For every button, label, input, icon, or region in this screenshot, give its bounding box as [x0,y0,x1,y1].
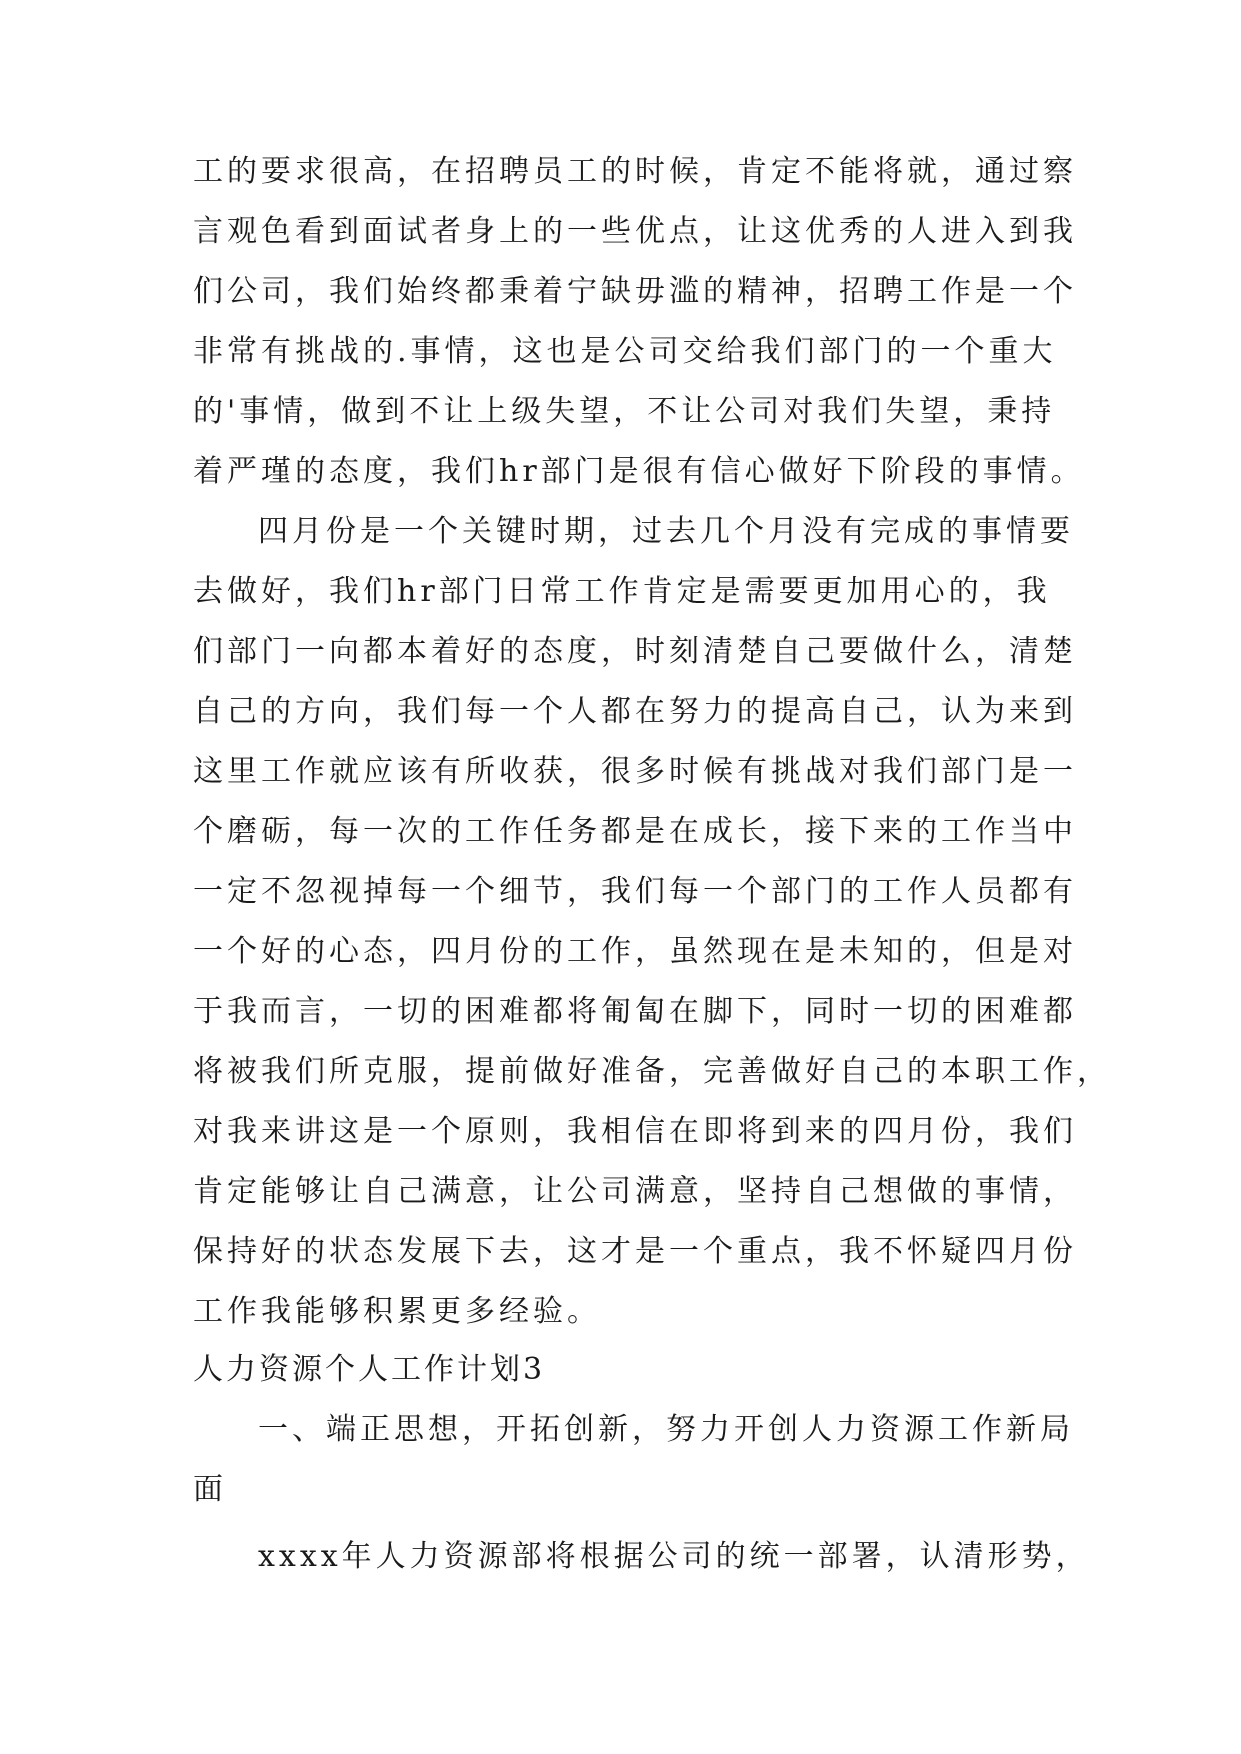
paragraph-line: 们部门一向都本着好的态度，时刻清楚自己要做什么，清楚 [193,634,1077,669]
paragraph-line: 对我来讲这是一个原则，我相信在即将到来的四月份，我们 [193,1114,1077,1149]
paragraph-line: 的'事情，做到不让上级失望，不让公司对我们失望，秉持 [193,394,1056,429]
paragraph-line: 肯定能够让自己满意，让公司满意，坚持自己想做的事情， [193,1174,1077,1209]
paragraph-line: 个磨砺，每一次的工作任务都是在成长，接下来的工作当中 [193,814,1077,849]
paragraph-line: 保持好的状态发展下去，这才是一个重点，我不怀疑四月份 [193,1234,1077,1269]
paragraph-first-line: 四月份是一个关键时期，过去几个月没有完成的事情要 [258,514,1074,549]
paragraph-line: 一定不忽视掉每一个细节，我们每一个部门的工作人员都有 [193,874,1077,909]
paragraph-line: 面 [193,1472,227,1507]
paragraph-line: 着严瑾的态度，我们hr部门是很有信心做好下阶段的事情。 [193,454,1085,489]
paragraph-line: 工作我能够积累更多经验。 [193,1294,601,1329]
paragraph-line: 工的要求很高，在招聘员工的时候，肯定不能将就，通过察 [193,154,1077,189]
section-heading: 人力资源个人工作计划3 [193,1352,546,1387]
paragraph-line: 非常有挑战的.事情，这也是公司交给我们部门的一个重大 [193,334,1057,369]
paragraph-line: 于我而言，一切的困难都将匍匐在脚下，同时一切的困难都 [193,994,1077,1029]
paragraph-line: 一个好的心态，四月份的工作，虽然现在是未知的，但是对 [193,934,1077,969]
paragraph-line: 自己的方向，我们每一个人都在努力的提高自己，认为来到 [193,694,1077,729]
paragraph-first-line: xxxx年人力资源部将根据公司的统一部署，认清形势， [258,1539,1090,1574]
paragraph-line: 这里工作就应该有所收获，很多时候有挑战对我们部门是一 [193,754,1077,789]
paragraph-line: 们公司，我们始终都秉着宁缺毋滥的精神，招聘工作是一个 [193,274,1077,309]
paragraph-first-line: 一、端正思想，开拓创新，努力开创人力资源工作新局 [258,1412,1074,1447]
paragraph-line: 将被我们所克服，提前做好准备，完善做好自己的本职工作， [193,1054,1111,1089]
paragraph-line: 去做好，我们hr部门日常工作肯定是需要更加用心的，我 [193,574,1051,609]
paragraph-line: 言观色看到面试者身上的一些优点，让这优秀的人进入到我 [193,214,1077,249]
